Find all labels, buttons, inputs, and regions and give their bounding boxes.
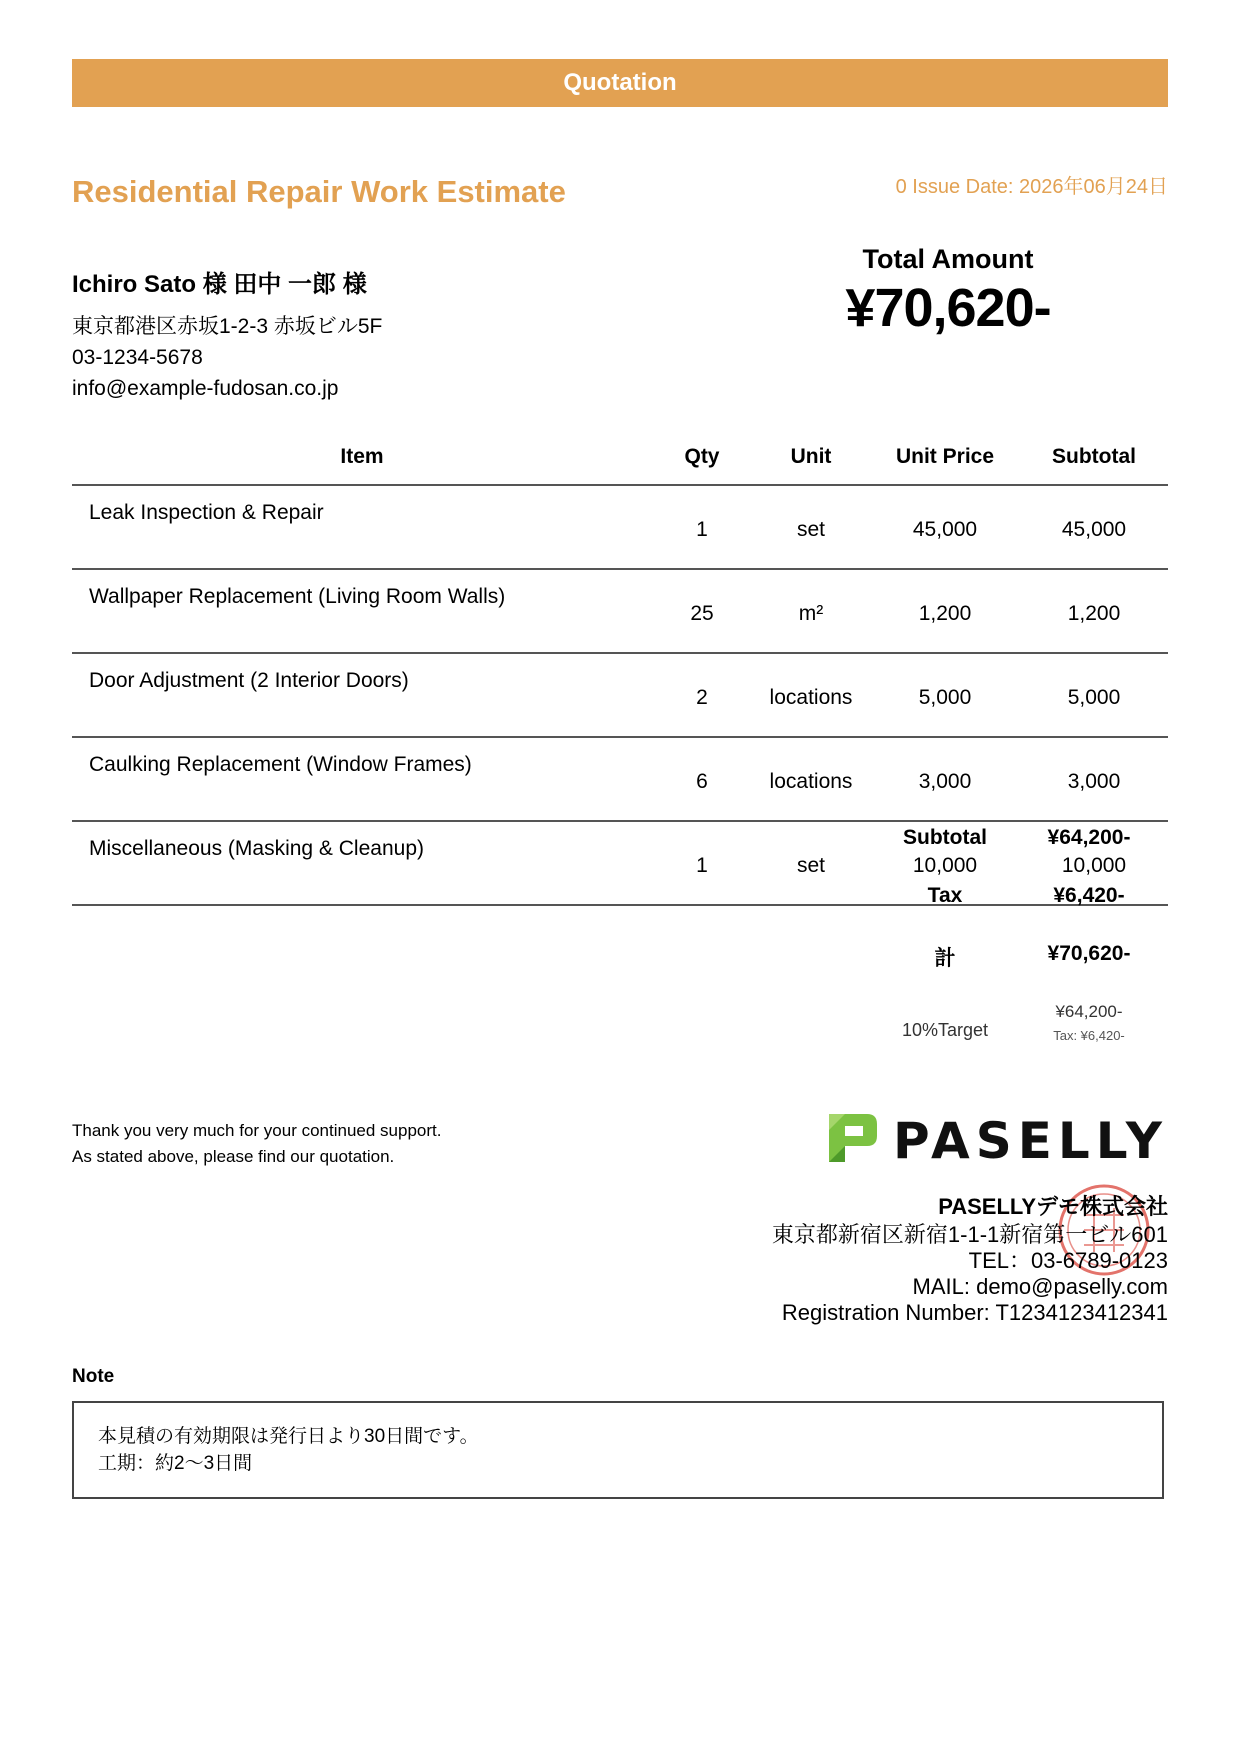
row-unit: locations (752, 653, 870, 737)
company-logo (823, 1108, 1168, 1173)
row-unit-price: 3,000 (870, 737, 1020, 821)
row-item: Caulking Replacement (Window Frames) (72, 737, 652, 821)
subtotal-value: ¥64,200- (1047, 826, 1131, 849)
row-item: Leak Inspection & Repair (72, 485, 652, 569)
tax-target-row (880, 1002, 1168, 1043)
totals-section (880, 826, 1168, 1043)
row-unit: m² (752, 569, 870, 653)
grand-total-value: ¥70,620- (1047, 942, 1131, 965)
total-amount-label: Total Amount (862, 244, 1034, 274)
table-row (72, 737, 1168, 821)
subtotal-row (880, 826, 1168, 884)
header-qty: Qty (652, 430, 752, 485)
row-unit: set (752, 485, 870, 569)
row-subtotal: 1,200 (1020, 569, 1168, 653)
document-title: Residential Repair Work Estimate (72, 174, 566, 209)
thanks-line-2: As stated above, please find our quotation. (72, 1147, 395, 1166)
row-item: Door Adjustment (2 Interior Doors) (72, 653, 652, 737)
tax-target-values (1010, 1002, 1168, 1043)
row-unit: set (752, 821, 870, 905)
total-amount-value: ¥70,620- (845, 278, 1051, 338)
thanks-line-1: Thank you very much for your continued support. (72, 1121, 442, 1140)
note-line-1: 本見積の有効期限は発行日より30日間です。 (98, 1426, 479, 1447)
row-subtotal: 3,000 (1020, 737, 1168, 821)
row-qty: 1 (652, 821, 752, 905)
logo-wordmark: PASELLY (892, 1111, 1168, 1170)
company-tel: TEL：03-6789-0123 (968, 1248, 1168, 1273)
row-subtotal: 45,000 (1020, 485, 1168, 569)
company-name: PASELLYデモ株式会社 (938, 1194, 1168, 1219)
total-amount-box (800, 244, 1096, 339)
note-line-2: 工期：約2〜3日間 (98, 1453, 253, 1474)
tax-value: ¥6,420- (1053, 884, 1125, 907)
table-header-row (72, 430, 1168, 485)
tax-target-amount: ¥64,200- (1055, 1002, 1123, 1021)
row-unit: locations (752, 737, 870, 821)
document-banner: Quotation (72, 59, 1168, 107)
header-unit: Unit (752, 430, 870, 485)
row-qty: 2 (652, 653, 752, 737)
header-subtotal: Subtotal (1020, 430, 1168, 485)
row-subtotal: 10,000 (1020, 821, 1168, 905)
row-item: Wallpaper Replacement (Living Room Walls) (72, 569, 652, 653)
pasely-leaf-logo-icon (823, 1108, 879, 1173)
tax-target-label: 10%Target (901, 1020, 989, 1040)
table-row (72, 653, 1168, 737)
row-unit-price: 10,000 (870, 821, 1020, 905)
table-row (72, 485, 1168, 569)
subtotal-label: Subtotal (903, 826, 987, 849)
table-row (72, 569, 1168, 653)
client-phone: 03-1234-5678 (72, 346, 203, 369)
row-unit-price: 5,000 (870, 653, 1020, 737)
note-title: Note (72, 1366, 115, 1387)
company-registration: Registration Number: T1234123412341 (781, 1300, 1168, 1325)
tax-target-tax: Tax: ¥6,420- (1053, 1028, 1125, 1043)
client-address: 東京都港区赤坂1-2-3 赤坂ビル5F (72, 315, 383, 338)
grand-total-label: 計 (934, 947, 956, 970)
grand-total-row (880, 942, 1168, 1000)
thanks-message (72, 1118, 441, 1170)
header-item: Item (72, 430, 652, 485)
issue-date: 0 Issue Date: 2026年06月24日 (895, 176, 1168, 198)
company-mail: MAIL: demo@paselly.com (912, 1274, 1168, 1299)
company-address: 東京都新宿区新宿1-1-1新宿第一ビル601 (771, 1222, 1168, 1247)
company-info (772, 1194, 1168, 1326)
row-unit-price: 1,200 (870, 569, 1020, 653)
client-email: info@example-fudosan.co.jp (72, 377, 339, 400)
tax-row (880, 884, 1168, 942)
client-name: Ichiro Sato 様 田中 一郎 様 (72, 271, 367, 298)
header-unit-price: Unit Price (870, 430, 1020, 485)
row-qty: 1 (652, 485, 752, 569)
row-qty: 6 (652, 737, 752, 821)
note-box (72, 1401, 1164, 1499)
row-subtotal: 5,000 (1020, 653, 1168, 737)
row-item: Miscellaneous (Masking & Cleanup) (72, 821, 652, 905)
tax-label: Tax (927, 884, 963, 907)
client-info (72, 264, 382, 404)
row-qty: 25 (652, 569, 752, 653)
row-unit-price: 45,000 (870, 485, 1020, 569)
